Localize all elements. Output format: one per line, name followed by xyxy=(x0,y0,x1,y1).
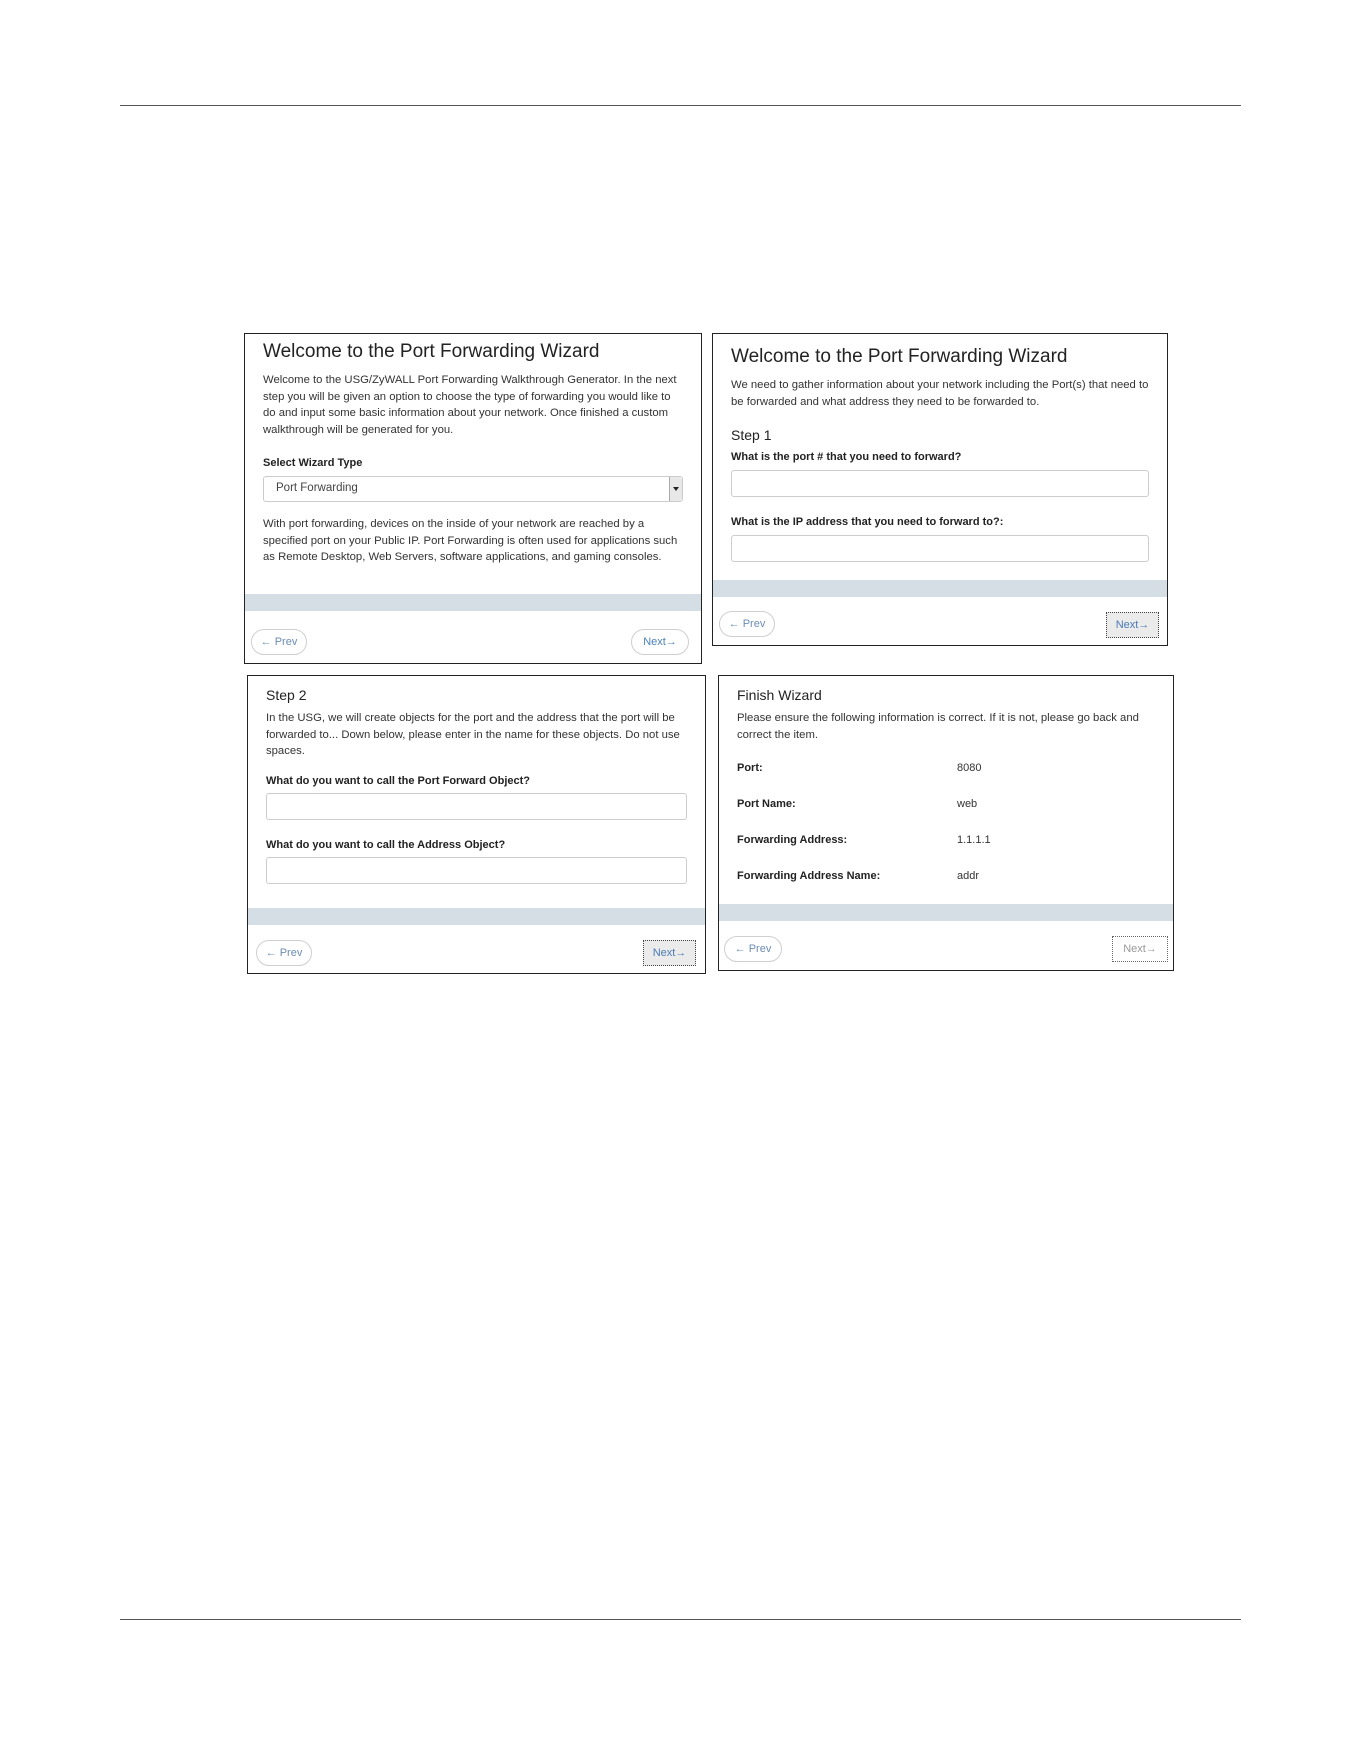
next-button[interactable]: Next→ xyxy=(1106,612,1159,638)
address-object-question-label: What do you want to call the Address Object? xyxy=(266,838,506,851)
wizard-panel-step1 xyxy=(712,333,1168,646)
port-question-label: What is the port # that you need to forward? xyxy=(731,451,962,463)
intro-text: Please ensure the following information is correct. If it is not, please go back and correct the item. xyxy=(737,712,1139,741)
summary-value: addr xyxy=(957,870,980,882)
step-title: Step 2 xyxy=(266,687,307,703)
port-number-input[interactable] xyxy=(731,470,1149,497)
summary-key: Forwarding Address Name: xyxy=(737,870,881,882)
footer-band xyxy=(713,580,1167,597)
footer-rule xyxy=(120,1619,1241,1620)
footer-band xyxy=(719,904,1173,921)
select-wizard-type-label: Select Wizard Type xyxy=(263,457,363,469)
step-title: Step 1 xyxy=(731,427,772,443)
panel-title: Finish Wizard xyxy=(737,687,822,703)
summary-key: Port: xyxy=(737,762,763,774)
summary-key: Port Name: xyxy=(737,798,796,810)
port-object-question-label: What do you want to call the Port Forward Object? xyxy=(266,774,531,787)
next-button[interactable]: Next→ xyxy=(631,629,689,655)
intro-text: Welcome to the USG/ZyWALL Port Forwarding Walkthrough Generator. In the next step you will be given an option to choose the type of forwarding you would like to do and input some basic information about your network. Once finished a custom walkthrough will be generated for you. xyxy=(263,374,677,436)
wizard-panel-welcome xyxy=(244,333,702,664)
wizard-type-selected-value: Port Forwarding xyxy=(276,482,358,494)
prev-button[interactable]: ← Prev xyxy=(251,629,307,655)
next-button: Next→ xyxy=(1112,936,1168,962)
header-rule xyxy=(120,105,1241,106)
summary-value: 1.1.1.1 xyxy=(957,834,991,846)
page-corner-mark xyxy=(1306,1746,1322,1756)
footer-band xyxy=(245,594,701,611)
prev-button[interactable]: ← Prev xyxy=(719,611,775,637)
wizard-panel-step2 xyxy=(247,675,706,974)
summary-key: Forwarding Address: xyxy=(737,834,848,846)
intro-text: In the USG, we will create objects for the port and the address that the port will be forwarded to... Down below, please enter in the name for these objects. Do not use spaces. xyxy=(266,712,680,757)
intro-text: We need to gather information about your network including the Port(s) that need to be forwarded and what address they need to be forwarded to. xyxy=(731,379,1149,408)
description-text: With port forwarding, devices on the inside of your network are reached by a specified port on your Public IP. Port Forwarding is often used for applications such as Remote Desktop, Web Servers, software applications, and gaming consoles. xyxy=(263,518,678,563)
summary-value: web xyxy=(957,798,978,810)
footer-band xyxy=(248,908,705,925)
panel-title: Welcome to the Port Forwarding Wizard xyxy=(263,341,600,362)
ip-question-label: What is the IP address that you need to forward to?: xyxy=(731,516,1004,528)
port-forward-object-input[interactable] xyxy=(266,793,687,820)
prev-button[interactable]: ← Prev xyxy=(724,936,782,962)
address-object-input[interactable] xyxy=(266,857,687,884)
panel-title: Welcome to the Port Forwarding Wizard xyxy=(731,346,1068,367)
ip-address-input[interactable] xyxy=(731,535,1149,562)
summary-value: 8080 xyxy=(957,762,982,774)
wizard-panel-finish xyxy=(718,675,1174,971)
next-button[interactable]: Next→ xyxy=(643,940,696,966)
wizard-type-select[interactable] xyxy=(263,476,683,502)
chevron-down-icon[interactable] xyxy=(669,477,682,501)
prev-button[interactable]: ← Prev xyxy=(256,940,312,966)
